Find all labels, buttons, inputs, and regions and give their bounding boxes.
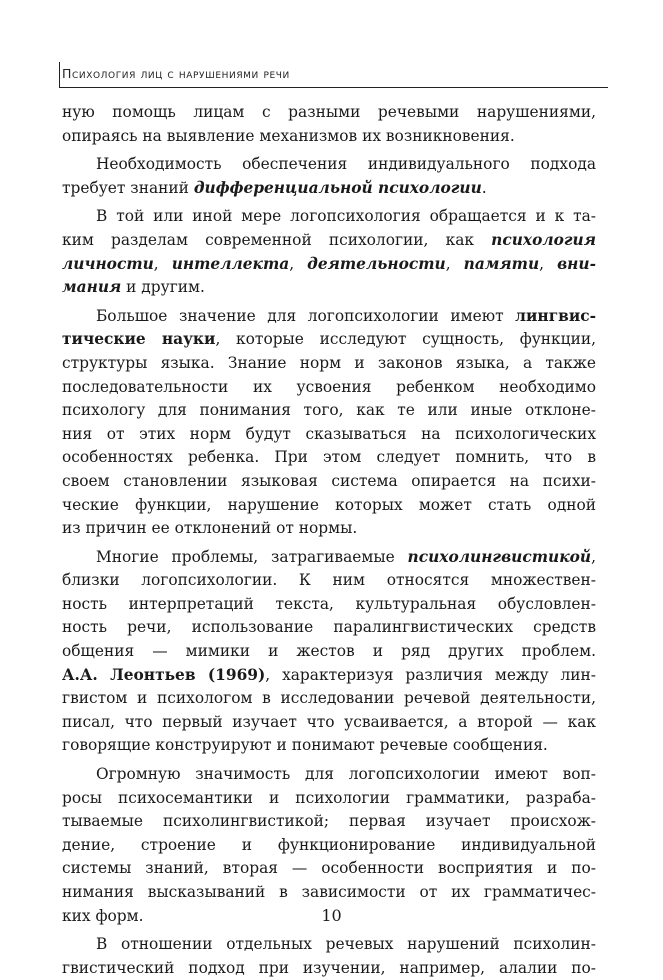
header-vertical-rule [59,62,60,88]
text-line: ность речи, использование паралингвистических средств [62,618,596,637]
text-line: системы знаний, вторая — особенности восприятия и по- [62,859,596,878]
text-line: росы психосемантики и психологии грамматики, разраба- [62,788,596,807]
text-line: мания и другим. [62,278,205,297]
page-body [62,101,596,980]
text-line: ния от этих норм будут сказываться на психологических [62,424,596,443]
header-rule [60,87,608,88]
text-line: общения — мимики и жестов и ряд других проблем. [62,642,596,661]
paragraph-1 [62,101,596,148]
text-line: писал, что первый изучает что усваивается, а второй — как [62,712,596,731]
text-line: тываемые психолингвистикой; первая изучает происхож- [62,812,596,831]
text-line: личности, интеллекта, деятельности, памяти, вни- [62,254,596,273]
text-line: В отношении отдельных речевых нарушений психолин- [96,935,596,954]
page-number: 10 [321,906,342,925]
text-line: из причин ее отклонений от нормы. [62,519,358,538]
paragraph-7 [62,933,596,980]
text-line: структуры языка. Знание норм и законов языка, а также [62,353,596,372]
text-line: ких форм. [62,906,144,925]
text-line: близки логопсихологии. К ним относятся множествен- [62,571,596,590]
text-line: ную помощь лицам с разными речевыми нарушениями, [62,103,596,121]
paragraph-6 [62,763,596,928]
text-line: требует знаний дифференциальной психологии. [62,178,487,197]
paragraph-4 [62,305,596,541]
text-line: своем становлении языковая система опирается на психи- [62,471,596,490]
term-emphasis: дифференциальной психологии [193,178,482,197]
text-line: говорящие конструируют и понимают речевые сообщения. [62,736,548,755]
text-line: опираясь на выявление механизмов их возникновения. [62,126,515,145]
text-line: последовательности их усвоения ребенком необходимо [62,377,596,396]
text-line: ность интерпретаций текста, культуральная обусловлен- [62,594,596,613]
paragraph-3 [62,205,596,299]
paragraph-5 [62,546,596,758]
term-bold: лингвис- [515,306,596,325]
text-line: ким разделам современной психологии, как психология [62,230,596,249]
text-line: Многие проблемы, затрагиваемые психолингвистикой, [96,547,596,566]
paragraph-2 [62,153,596,200]
text-line: А.А. Леонтьев (1969), характеризуя различия между лин- [62,665,596,684]
text-line: Необходимость обеспечения индивидуального подхода [96,155,596,174]
text-line: психологу для понимания того, как те или иные отклоне- [62,401,596,420]
text-line: дение, строение и функционирование индивидуальной [62,835,596,854]
text-line: ческие функции, нарушение которых может стать одной [62,495,596,514]
text-line: Большое значение для логопсихологии имеют лингвис- [96,306,596,325]
citation: А.А. Леонтьев (1969) [62,665,266,684]
running-header: Психология лиц с нарушениями речи [62,66,290,81]
text-line: В той или иной мере логопсихология обращается и к та- [96,207,596,226]
text-line: тические науки, которые исследуют сущность, функции, [62,330,596,349]
term-emphasis: психология [491,230,596,249]
text-line: гвистом и психологом в исследовании речевой деятельности, [62,689,596,708]
term-emphasis: психолингвистикой [407,547,592,566]
text-line: гвистический подход при изучении, например, алалии по- [62,958,596,977]
text-line: нимания высказываний в зависимости от их грамматичес- [62,883,596,901]
text-line: особенностях ребенка. При этом следует помнить, что в [62,448,596,467]
text-line: Огромную значимость для логопсихологии имеют воп- [96,765,596,784]
